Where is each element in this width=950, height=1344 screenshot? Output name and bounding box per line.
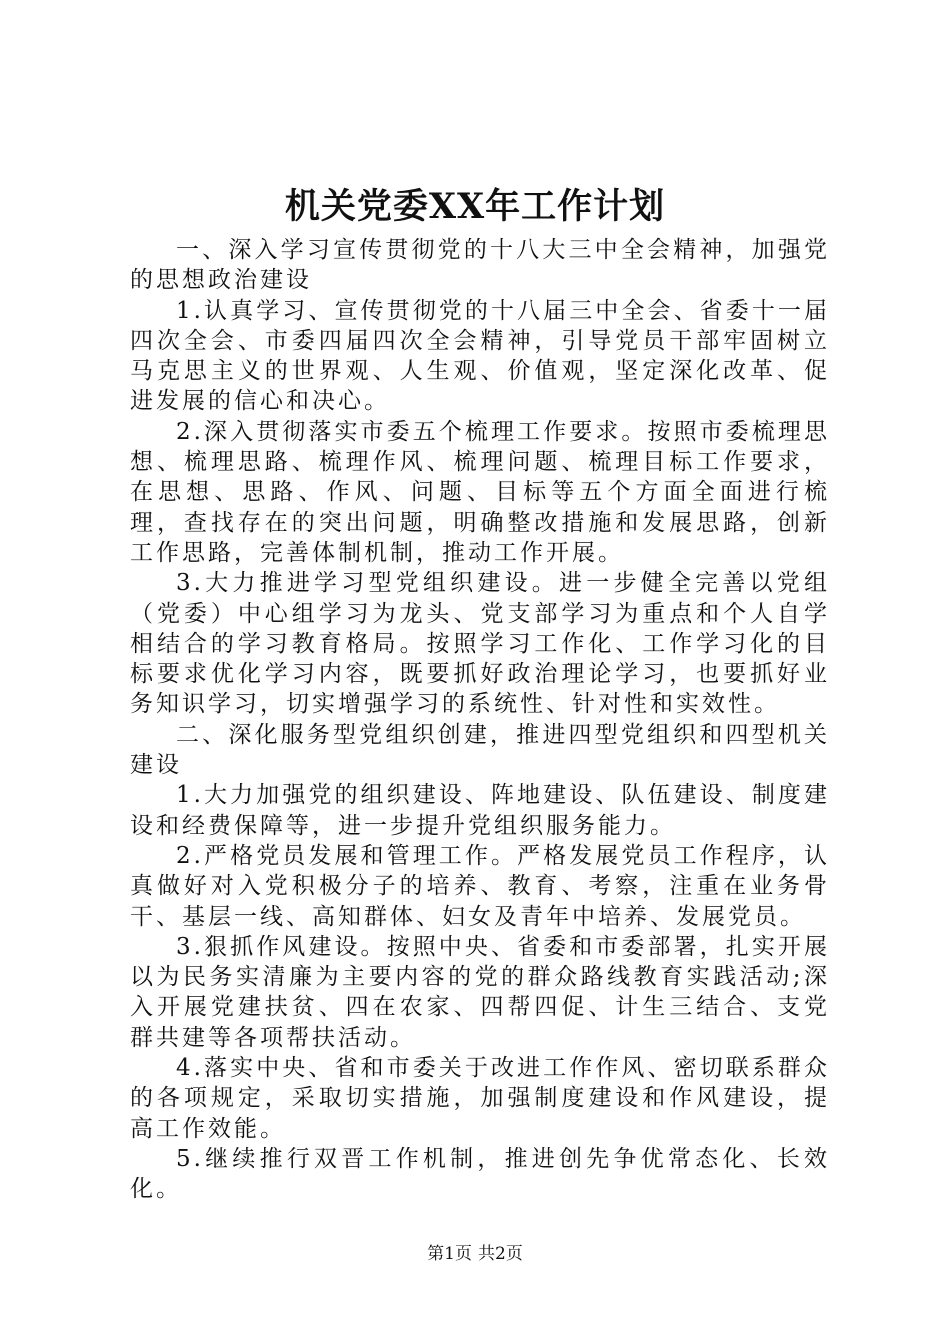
paragraph-1-2: 2.深入贯彻落实市委五个梳理工作要求。按照市委梳理思想、梳理思路、梳理作风、梳理问题、梳理目标工作要求，在思想、思路、作风、问题、目标等五个方面全面进行梳理，查找存在的突出问题，明确整改措施和发展思路，创新工作思路，完善体制机制，推动工作开展。: [130, 418, 830, 566]
page-footer: [0, 1242, 950, 1266]
paragraph-2-3: 3.狠抓作风建设。按照中央、省委和市委部署，扎实开展以为民务实清廉为主要内容的党的群众路线教育实践活动;深入开展党建扶贫、四在农家、四帮四促、计生三结合、支党群共建等各项帮扶活动。: [130, 933, 830, 1051]
current-page-number: 第1页: [427, 1244, 472, 1264]
paragraph-2-4: 4.落实中央、省和市委关于改进工作作风、密切联系群众的各项规定，采取切实措施，加强制度建设和作风建设，提高工作效能。: [130, 1055, 830, 1142]
document-body: [130, 235, 830, 1205]
section-heading-2: 二、深化服务型党组织创建，推进四型党组织和四型机关建设: [130, 721, 830, 779]
total-page-count: 共2页: [478, 1244, 523, 1264]
paragraph-2-2: 2.严格党员发展和管理工作。严格发展党员工作程序，认真做好对入党积极分子的培养、教育、考察，注重在业务骨干、基层一线、高知群体、妇女及青年中培养、发展党员。: [130, 842, 830, 930]
document-title: 机关党委XX年工作计划: [284, 186, 666, 227]
paragraph-2-5: 5.继续推行双晋工作机制，推进创先争优常态化、长效化。: [130, 1145, 830, 1203]
paragraph-1-3: 3.大力推进学习型党组织建设。进一步健全完善以党组（党委）中心组学习为龙头、党支部学习为重点和个人自学相结合的学习教育格局。按照学习工作化、工作学习化的目标要求优化学习内容，既要抓好政治理论学习，也要抓好业务知识学习，切实增强学习的系统性、针对性和实效性。: [130, 570, 830, 718]
paragraph-2-1: 1.大力加强党的组织建设、阵地建设、队伍建设、制度建设和经费保障等，进一步提升党组织服务能力。: [130, 782, 830, 839]
paragraph-1-1: 1.认真学习、宣传贯彻党的十八届三中全会、省委十一届四次全会、市委四届四次全会精神，引导党员干部牢固树立马克思主义的世界观、人生观、价值观，坚定深化改革、促进发展的信心和决心。: [130, 297, 830, 415]
section-heading-1: 一、深入学习宣传贯彻党的十八大三中全会精神，加强党的思想政治建设: [130, 237, 830, 294]
